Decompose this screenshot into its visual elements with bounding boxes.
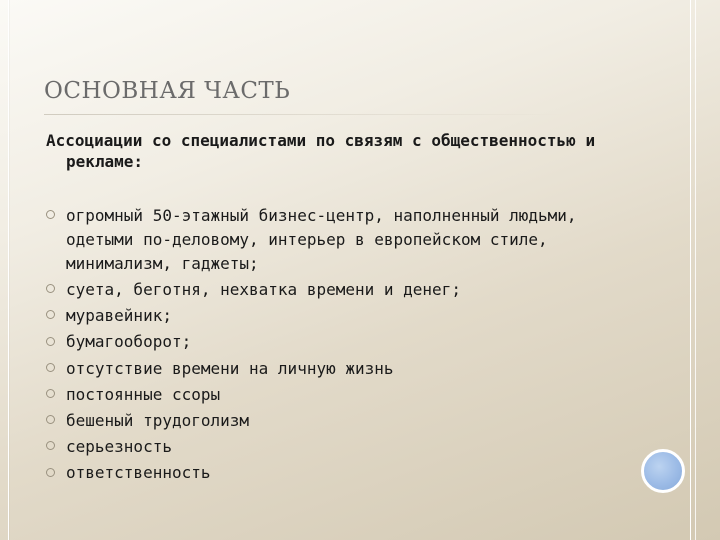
- bullet-item: [46, 434, 646, 460]
- bullet-text: ответственность: [66, 463, 211, 483]
- circle-bullet-icon: [46, 415, 55, 424]
- bullet-item: [46, 303, 646, 329]
- right-vertical-rule-secondary: [695, 0, 696, 540]
- bullet-text: постоянные ссоры: [66, 384, 221, 404]
- intro-text: Ассоциации со специалистами по связям с общественностью и рекламе:: [46, 131, 596, 171]
- blue-circle-decoration: [641, 449, 685, 493]
- bullet-text: бешеный трудоголизм: [66, 411, 250, 431]
- bullet-item: [46, 408, 646, 434]
- bullet-item: [46, 460, 646, 486]
- bullet-item: [46, 356, 646, 382]
- circle-bullet-icon: [46, 284, 55, 293]
- circle-bullet-icon: [46, 210, 55, 219]
- circle-bullet-icon: [46, 363, 55, 372]
- bullet-item: [46, 382, 646, 408]
- bullet-text: огромный 50-этажный бизнес-центр, наполненный людьми, одетыми по-деловому, интерьер в европейском стиле, минимализм, гаджеты;: [66, 206, 577, 273]
- bullet-list: [46, 203, 646, 487]
- title-divider: [44, 114, 564, 115]
- bullet-text: отсутствие времени на личную жизнь: [66, 358, 394, 378]
- circle-bullet-icon: [46, 468, 55, 477]
- bullet-item: [46, 329, 646, 355]
- bullet-item: [46, 277, 646, 303]
- right-vertical-rule: [690, 0, 691, 540]
- slide-title: ОСНОВНАЯ ЧАСТЬ: [44, 78, 291, 104]
- circle-bullet-icon: [46, 310, 55, 319]
- bullet-text: суета, беготня, нехватка времени и денег;: [66, 280, 461, 299]
- bullet-text: бумагооборот;: [66, 332, 192, 352]
- bullet-text: серьезность: [66, 437, 172, 457]
- circle-bullet-icon: [46, 337, 55, 346]
- left-vertical-rule: [8, 0, 9, 540]
- circle-bullet-icon: [46, 389, 55, 398]
- bullet-item: [46, 203, 646, 277]
- bullet-text: муравейник;: [66, 306, 172, 326]
- circle-bullet-icon: [46, 441, 55, 450]
